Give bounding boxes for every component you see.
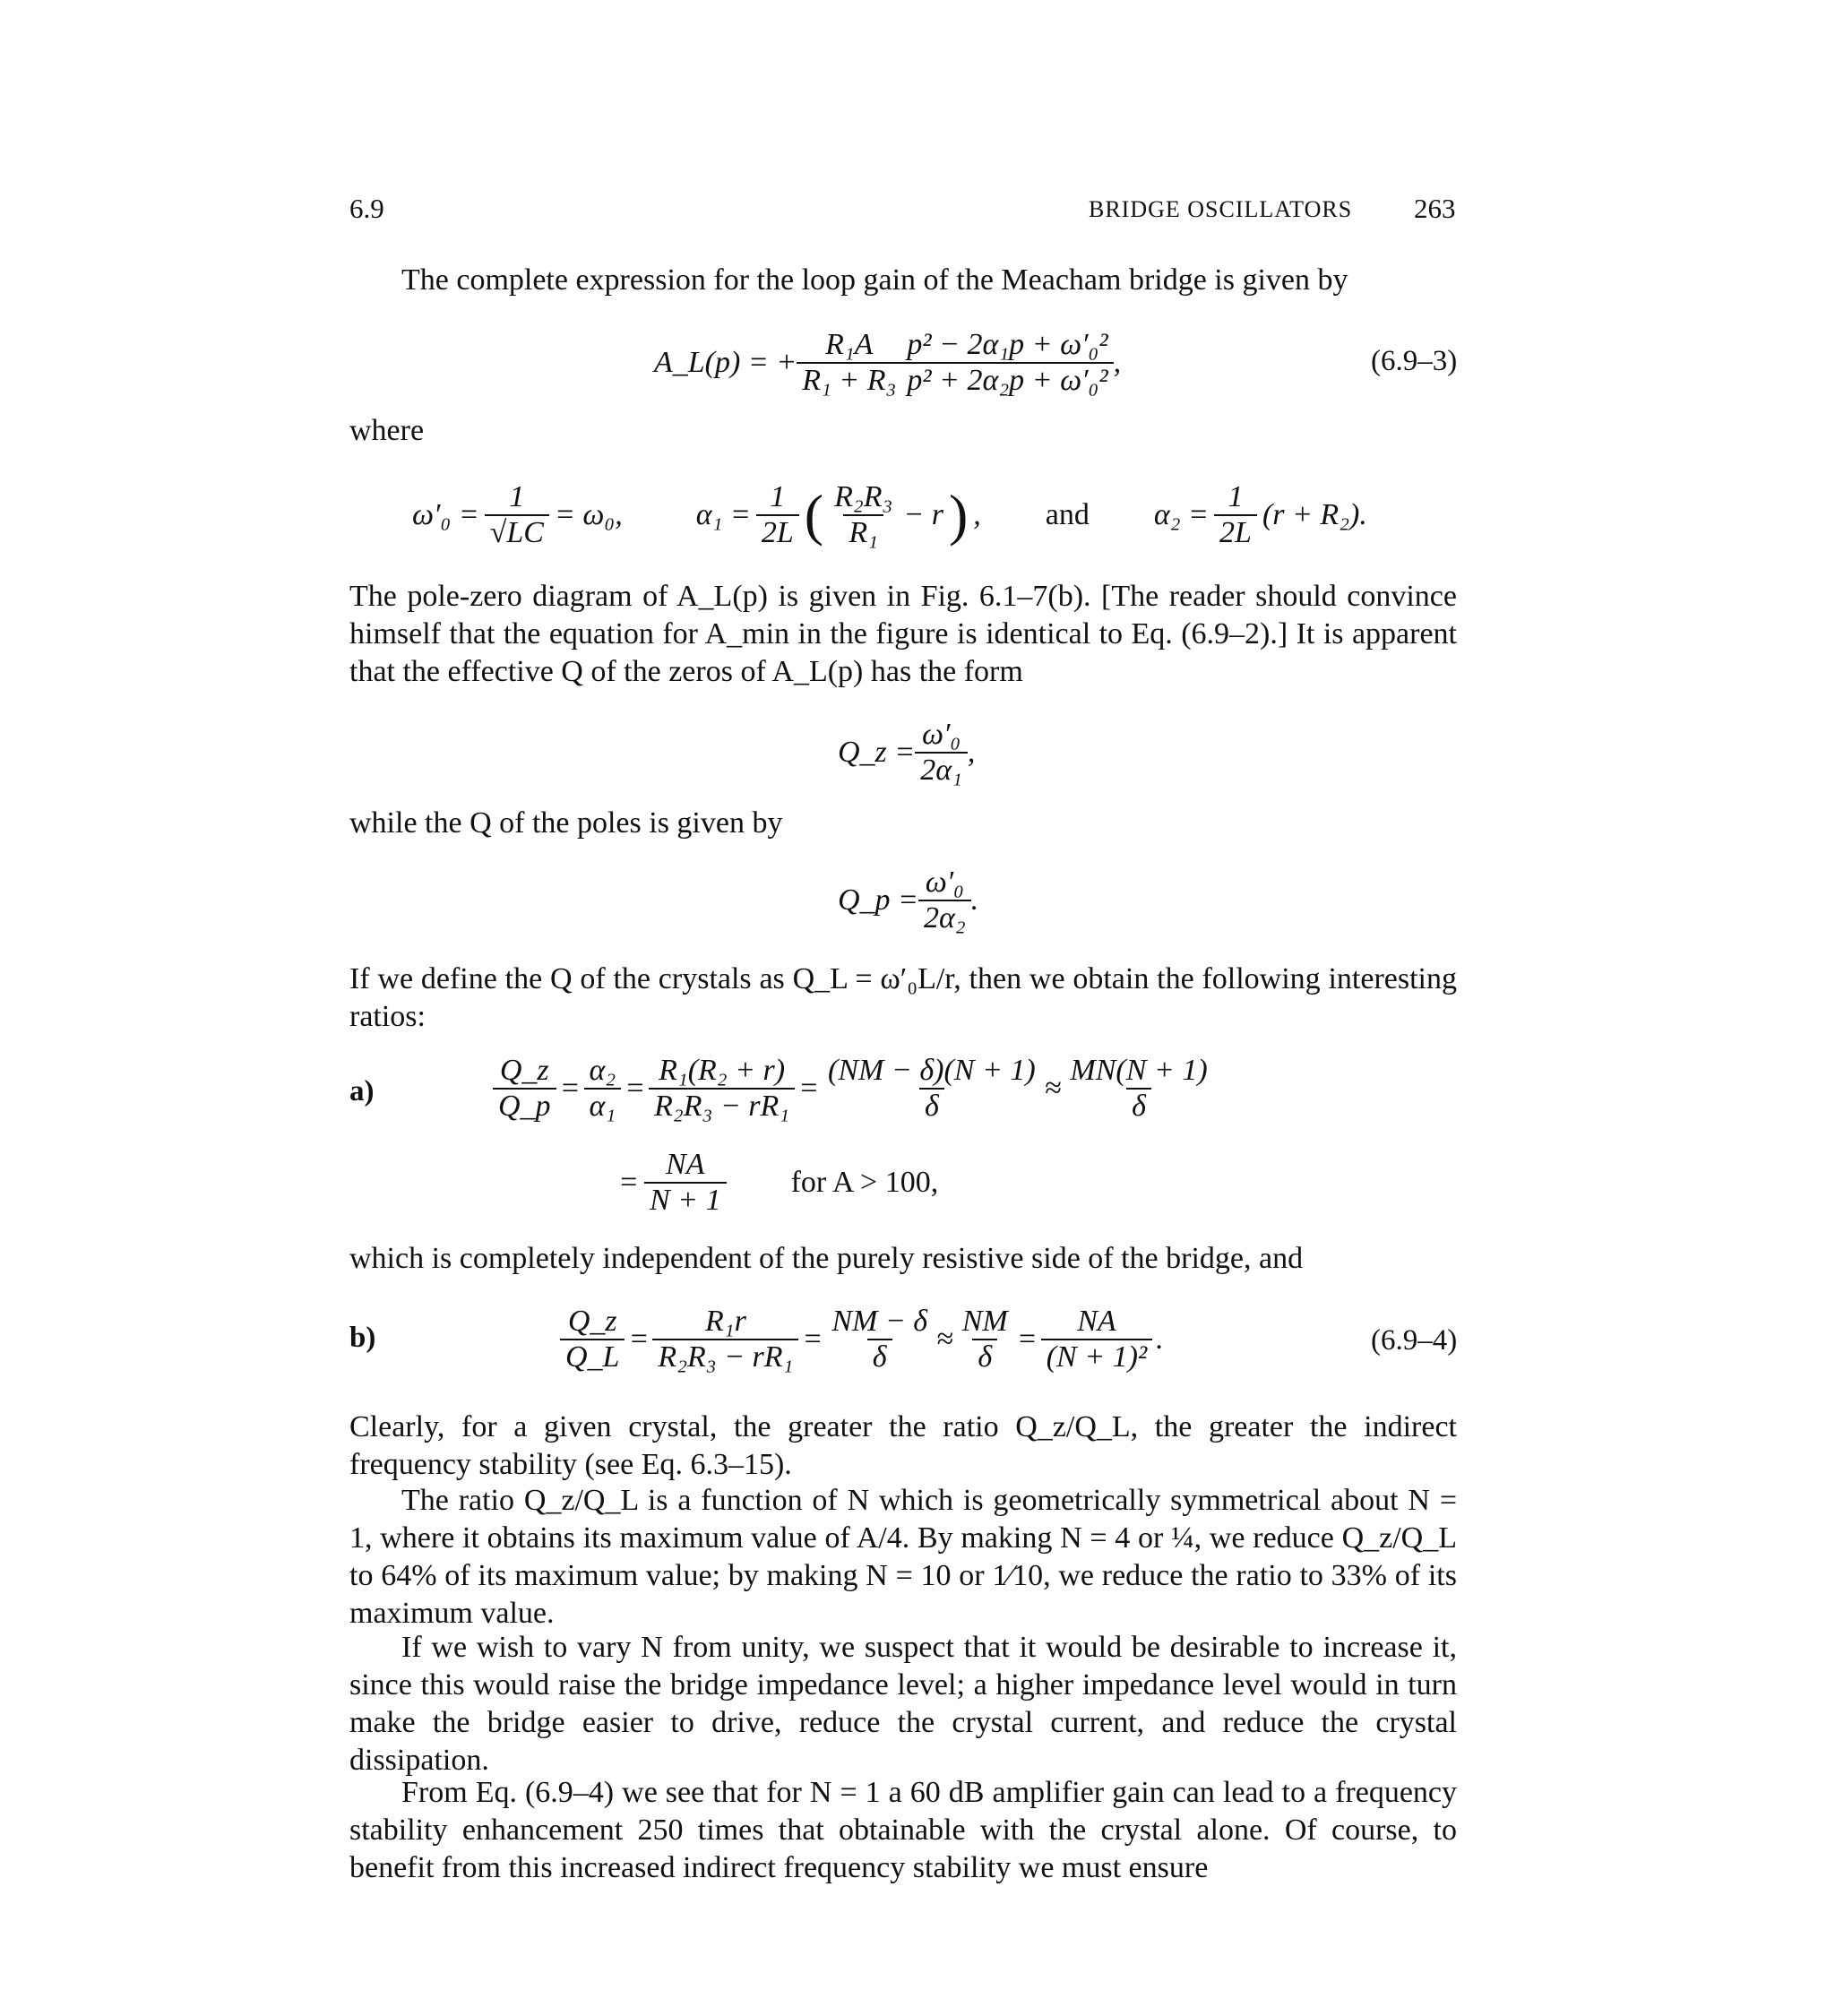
page-number: 263 (1414, 193, 1456, 224)
eq-lhs: A_L(p) = + (654, 346, 797, 379)
fraction-omega: $\frac{1}{√LC}$ (485, 480, 549, 550)
fraction-qz: $\frac{\text{ω′₀}}{\text{2α₁}}$ (915, 718, 968, 788)
ratio-a-line2: = $\frac{NA}{N + 1}$ for A > 100, (618, 1148, 939, 1217)
fraction-nm: $\frac{NM}{\delta}$ (961, 1305, 1008, 1374)
fraction-resistor-ratio: $\frac{\text{R₁(R₂ + r)}}{\text{R₂R₃ − rR₁}}$ (649, 1054, 795, 1124)
fraction-nm-delta: $\frac{(NM - \delta)(N + 1)}{\delta}$ (828, 1054, 1036, 1123)
ratio-paragraph: The ratio Q_z/Q_L is a function of N which is geometrically symmetrical about N = 1, where it obtains its maximum value of A/4. By making N = 4 or ¼, we reduce Q_z/Q_L to 64% of its maximum value; by making N = 10 or 1⁄10, we reduce the ratio to 33% of its maximum value. (349, 1484, 1457, 1630)
label-b: b) (349, 1322, 376, 1354)
equation-number-b: (6.9–4) (1371, 1324, 1458, 1357)
fraction-alpha1-inner: $\frac{\text{R₂R₃}}{\text{R₁}}$ (834, 480, 893, 549)
define-paragraph: If we define the Q of the crystals as Q_L = ω′₀L/r, then we obtain the following interesting ratios: (349, 962, 1457, 1033)
fraction-gain-factor: $\frac{\text{R₁A}}{\text{R₁ + R₃}}$ (797, 328, 901, 398)
definitions-line: ω′₀ = $\frac{1}{√LC}$ = ω₀, α₁ = $\frac{1}{2L}$ ( $\frac{\text{R₂R₃}}{\text{R₁}}$ − r ) , and α₂ = $\frac{1}{2L}$ (r + R₂). (412, 480, 1367, 549)
from-paragraph: From Eq. (6.9–4) we see that for N = 1 a 60 dB amplifier gain can lead to a frequency stability enhancement 250 times that obtainable with the crystal alone. Of course, to benefit from this increased indirect frequency stability we must ensure (349, 1776, 1457, 1884)
omega-lhs: ω′₀ = (412, 498, 479, 531)
condition-text: for A > 100, (790, 1166, 939, 1199)
where-label: where (349, 414, 425, 447)
label-a: a) (349, 1075, 375, 1107)
intro-paragraph: The complete expression for the loop gain of the Meacham bridge is given by (401, 263, 1348, 297)
fraction-na-squared: $\frac{NA}{\text{(N + 1)²}}$ (1041, 1305, 1152, 1374)
fraction-qz-qp: $\frac{Q\_z}{Q\_p}$ (493, 1054, 556, 1124)
fraction-qz-ql: $\frac{Q\_z}{Q\_L}$ (560, 1305, 625, 1374)
equation-6-9-4: $\frac{Q\_z}{Q\_L}$ = $\frac{\text{R₁r}}{\text{R₂R₃ − rR₁}}$ = $\frac{NM - \delta}{\delta}$ ≈ $\frac{NM}{\delta}$ = $\frac{NA}{\text{(N + 1)²}}$ . (560, 1290, 1164, 1389)
fraction-nm-minus-delta: $\frac{NM - \delta}{\delta}$ (831, 1305, 928, 1374)
clearly-paragraph: Clearly, for a given crystal, the greater the ratio Q_z/Q_L, the greater the indirect frequency stability (see Eq. 6.3–15). (349, 1410, 1457, 1481)
pole-zero-paragraph: The pole-zero diagram of A_L(p) is given in Fig. 6.1–7(b). [The reader should convince himself that the equation for A_min in the figure is identical to Eq. (6.9–2).] It is apparent that the effective Q of the zeros of A_L(p) has the form (349, 580, 1457, 688)
fraction-mn-approx: $\frac{MN(N + 1)}{\delta}$ (1070, 1054, 1208, 1123)
independent-paragraph: which is completely independent of the purely resistive side of the bridge, and (349, 1242, 1304, 1275)
fraction-alpha1: $\frac{1}{2L}$ (756, 480, 799, 550)
running-title: BRIDGE OSCILLATORS (1089, 196, 1353, 222)
equation-6-9-3: A_L(p) = + $\frac{\text{R₁A}}{\text{R₁ + R₃}}$ $\frac{\text{p² − 2α₁p + ω′₀²}}{\text{p² + 2α₂p + ω′₀²}}$ , (654, 328, 1122, 397)
equation-qp: Q_p = $\frac{\text{ω′₀}}{\text{2α₂}}$ . (838, 866, 979, 935)
section-number: 6.9 (349, 193, 384, 224)
fraction-r1r: $\frac{\text{R₁r}}{\text{R₂R₃ − rR₁}}$ (652, 1305, 798, 1374)
fraction-alpha2: $\frac{1}{2L}$ (1214, 480, 1257, 550)
vary-paragraph: If we wish to vary N from unity, we suspect that it would be desirable to increase it, since this would raise the bridge impedance level; a higher impedance level would in turn make the bridge easier to drive, reduce the crystal current, and reduce the crystal dissipation. (349, 1631, 1457, 1777)
ratio-a-line1: $\frac{Q\_z}{Q\_p}$ = $\frac{\text{α₂}}{\text{α₁}}$ = $\frac{\text{R₁(R₂ + r)}}{\text{R₂R₃ − rR₁}}$ = $\frac{(NM - \delta)(N + 1)}{\delta}$ ≈ $\frac{MN(N + 1)}{\delta}$ (493, 1039, 1213, 1138)
fraction-na: $\frac{NA}{N + 1}$ (644, 1148, 727, 1218)
and-word: and (1045, 498, 1090, 531)
fraction-qp: $\frac{\text{ω′₀}}{\text{2α₂}}$ (918, 866, 971, 935)
alpha2-lhs: α₂ = (1153, 498, 1210, 531)
equation-qz: Q_z = $\frac{\text{ω′₀}}{\text{2α₁}}$ , (838, 718, 976, 787)
alpha1-lhs: α₁ = (695, 498, 751, 531)
equation-number: (6.9–3) (1371, 345, 1458, 377)
fraction-transfer-factor: $\frac{\text{p² − 2α₁p + ω′₀²}}{\text{p² + 2α₂p + ω′₀²}}$ (901, 328, 1113, 398)
poles-paragraph: while the Q of the poles is given by (349, 806, 783, 840)
fraction-alpha-ratio: $\frac{\text{α₂}}{\text{α₁}}$ (584, 1054, 622, 1124)
